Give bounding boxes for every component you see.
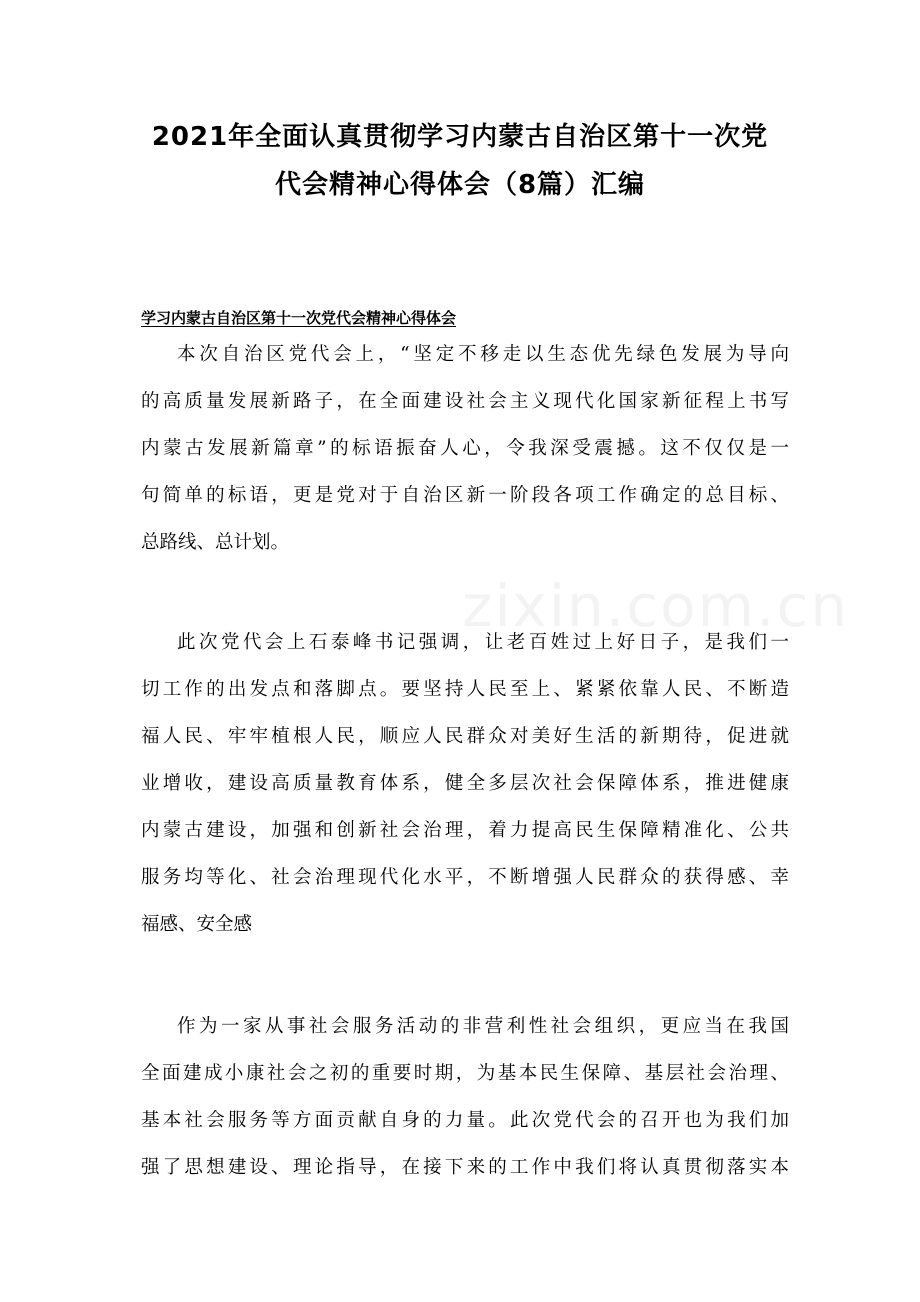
paragraph-line: 福人民、牢牢植根人民，顺应人民群众对美好生活的新期待，促进就 (141, 726, 789, 747)
paragraph-line: 福感、安全感 (141, 914, 253, 935)
paragraph-line: 内蒙古建设，加强和创新社会治理，着力提高民生保障精准化、公共 (141, 820, 789, 841)
paragraph-line: 本次自治区党代会上，“坚定不移走以生态优先绿色发展为导向 (177, 344, 789, 365)
paragraph-line: 总路线、总计划。 (141, 532, 290, 553)
paragraph-line: 切工作的出发点和落脚点。要坚持人民至上、紧紧依靠人民、不断造 (141, 679, 789, 700)
document-title-line-1: 2021年全面认真贯彻学习内蒙古自治区第十一次党 (151, 122, 769, 152)
paragraph-line: 内蒙古发展新篇章”的标语振奋人心，令我深受震撼。这不仅仅是一 (141, 438, 789, 459)
paragraph-line: 业增收，建设高质量教育体系，健全多层次社会保障体系，推进健康 (141, 773, 789, 794)
paragraph-1 (141, 331, 789, 566)
paragraph-line: 服务均等化、社会治理现代化水平，不断增强人民群众的获得感、幸 (141, 867, 789, 888)
paragraph-2 (141, 619, 789, 948)
paragraph-line: 此次党代会上石泰峰书记强调，让老百姓过上好日子，是我们一 (177, 632, 789, 653)
section-heading: 学习内蒙古自治区第十一次党代会精神心得体会 (141, 309, 457, 327)
paragraph-line: 强了思想建设、理论指导，在接下来的工作中我们将认真贯彻落实本 (141, 1157, 789, 1178)
paragraph-line: 基本社会服务等方面贡献自身的力量。此次党代会的召开也为我们加 (141, 1110, 789, 1131)
paragraph-line: 作为一家从事社会服务活动的非营利性社会组织，更应当在我国 (177, 1016, 789, 1037)
paragraph-line: 的高质量发展新路子，在全面建设社会主义现代化国家新征程上书写 (141, 391, 789, 412)
document-title-line-2: 代会精神心得体会（8篇）汇编 (274, 170, 646, 200)
paragraph-3 (141, 1003, 789, 1191)
paragraph-line: 全面建成小康社会之初的重要时期，为基本民生保障、基层社会治理、 (141, 1063, 789, 1084)
paragraph-line: 句简单的标语，更是党对于自治区新一阶段各项工作确定的总目标、 (141, 485, 789, 506)
